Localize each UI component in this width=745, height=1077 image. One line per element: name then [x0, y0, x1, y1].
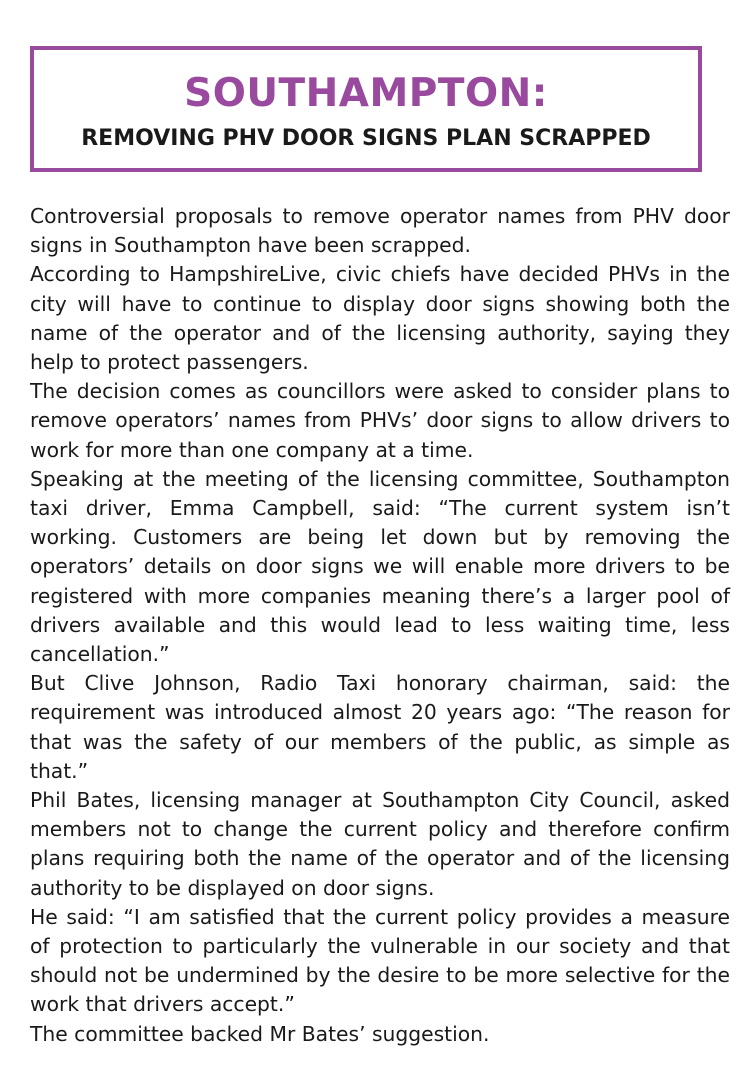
article-body — [30, 202, 730, 1049]
article-paragraph: He said: “I am satisfied that the current policy provides a measure of protection to particularly the vulnerable in our society and that should not be undermined by the desire to be more selective for the work that drivers accept.” — [30, 904, 730, 1017]
article-paragraph: Speaking at the meeting of the licensing committee, Southampton taxi driver, Emma Campbell, said: “The current system isn’t working. Customers are being let down but by removing the operators’ details on door signs we will enable more drivers to be registered with more companies meaning there’s a larger pool of drivers available and this would lead to less waiting time, less cancellation.” — [30, 466, 730, 667]
article-paragraph: The decision comes as councillors were asked to consider plans to remove operators’ names from PHVs’ door signs to allow drivers to work for more than one company at a time. — [30, 379, 730, 462]
article-paragraph: The committee backed Mr Bates’ suggestion. — [30, 1021, 490, 1046]
article-paragraph: Phil Bates, licensing manager at Southampton City Council, asked members not to change the current policy and therefore confirm plans requiring both the name of the operator and of the licensing authority to be displayed on door signs. — [30, 788, 730, 900]
headline-box — [30, 46, 702, 172]
article-paragraph: Controversial proposals to remove operator names from PHV door signs in Southampton have been scrapped. — [30, 204, 730, 258]
article-paragraph: But Clive Johnson, Radio Taxi honorary chairman, said: the requirement was introduced almost 20 years ago: “The reason for that was the safety of our members of the public, as simple as that.” — [30, 671, 730, 783]
subheadline: REMOVING PHV DOOR SIGNS PLAN SCRAPPED — [81, 126, 651, 151]
article-paragraph: According to HampshireLive, civic chiefs have decided PHVs in the city will have to continue to display door signs showing both the name of the operator and of the licensing authority, saying they help to protect passengers. — [30, 262, 730, 375]
headline: SOUTHAMPTON: — [184, 71, 548, 116]
